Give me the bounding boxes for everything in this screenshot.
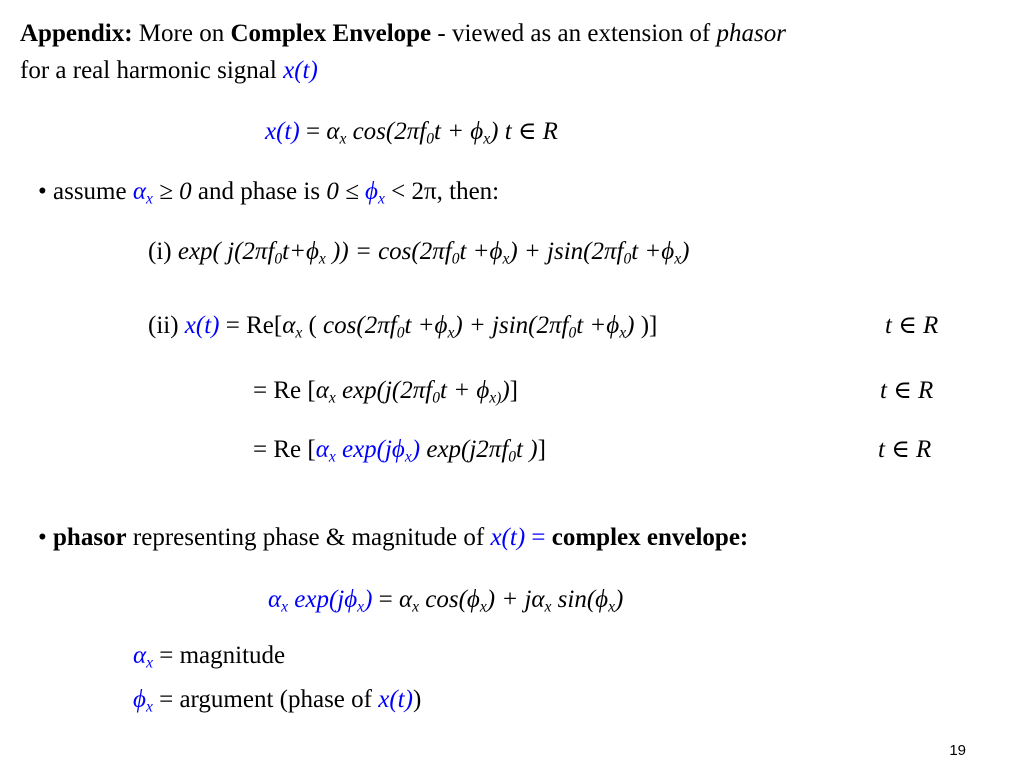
subscript-run: x xyxy=(479,598,487,616)
text-run: and phase is xyxy=(191,178,327,205)
subscript-run: x xyxy=(619,324,627,342)
text-run: ϕ xyxy=(133,686,146,713)
argument-definition xyxy=(133,685,421,715)
text-run: )) = cos(2π xyxy=(325,238,445,265)
assume-bullet xyxy=(38,177,499,207)
text-run: = argument (phase of xyxy=(152,686,379,713)
text-run: ) xyxy=(501,377,510,404)
phasor-equation xyxy=(268,585,623,615)
text-run: f xyxy=(561,312,569,339)
text-run: ) xyxy=(681,238,690,265)
text-run: t+ϕ xyxy=(282,238,319,265)
magnitude-definition xyxy=(133,641,285,671)
text-run: = Re [ xyxy=(253,436,316,463)
text-run: ) xyxy=(412,686,422,713)
subscript-run: 0 xyxy=(426,130,434,148)
text-run: < 2π, xyxy=(384,178,443,205)
text-run: for a real harmonic signal xyxy=(20,57,284,84)
subscript-run: x xyxy=(544,598,552,616)
text-run: cos(ϕ xyxy=(419,586,480,613)
text-run: ) xyxy=(364,586,373,613)
subscript-run: x xyxy=(378,190,385,208)
subscript-run: x) xyxy=(489,389,502,407)
subscript-run: x xyxy=(146,654,154,672)
subscript-run: x xyxy=(281,598,289,616)
equation-re-1-domain xyxy=(880,376,933,406)
text-run: ) + jsin(2π xyxy=(454,312,562,339)
text-run: (i) xyxy=(148,238,178,265)
text-run: Complex Envelope xyxy=(230,20,432,47)
subscript-run: x xyxy=(404,448,412,466)
subscript-run: x xyxy=(502,250,510,268)
subscript-run: 0 xyxy=(396,324,405,342)
text-run: t ∈ R xyxy=(498,118,558,145)
text-run: exp(jϕ xyxy=(288,586,358,613)
text-run: t ∈ R xyxy=(885,312,939,339)
text-run: x(t) xyxy=(265,118,300,145)
equation-re-2 xyxy=(253,435,546,465)
text-run: ) xyxy=(490,118,499,145)
text-run: complex envelope: xyxy=(551,524,749,551)
phasor-bullet xyxy=(38,523,748,553)
subscript-run: 0 xyxy=(508,448,517,466)
text-run: exp(jϕ xyxy=(335,436,405,463)
text-run: ) xyxy=(626,312,641,339)
text-run: representing phase & magnitude of xyxy=(126,524,491,551)
text-run: f xyxy=(616,238,624,265)
text-run: exp(j(2π xyxy=(335,377,426,404)
subscript-run: x xyxy=(328,389,336,407)
text-run: t +ϕ xyxy=(576,312,620,339)
text-run: ) + jsin(2π xyxy=(509,238,617,265)
text-run: ) xyxy=(615,586,624,613)
text-run: t ∈ R xyxy=(878,436,932,463)
subscript-run: x xyxy=(318,250,326,268)
text-run: f xyxy=(444,238,452,265)
text-run: f xyxy=(389,312,397,339)
text-run: • assume xyxy=(38,178,133,205)
text-run: ) xyxy=(411,436,421,463)
text-run: α xyxy=(132,178,146,205)
text-run: More on xyxy=(132,20,231,47)
text-run: )] xyxy=(640,312,658,339)
text-run: exp(j2π xyxy=(420,436,502,463)
text-run: x(t) xyxy=(283,57,318,84)
subscript-run: x xyxy=(339,130,347,148)
text-run: t ∈ R xyxy=(880,377,934,404)
equation-re-2-domain xyxy=(878,435,931,465)
text-run: • xyxy=(38,524,54,551)
text-run: = xyxy=(299,118,327,145)
text-run: ϕ xyxy=(365,178,378,205)
text-run: α xyxy=(315,436,329,463)
text-run: = xyxy=(525,524,552,551)
subscript-run: x xyxy=(674,250,682,268)
text-run: f xyxy=(501,436,509,463)
subscript-run: x xyxy=(412,598,420,616)
text-run: t +ϕ xyxy=(631,238,675,265)
text-run: f xyxy=(419,118,427,145)
page-number: 19 xyxy=(949,742,966,759)
text-run: cos(2π xyxy=(323,312,390,339)
subscript-run: 0 xyxy=(432,389,440,407)
text-run: = xyxy=(372,586,399,613)
text-run: α xyxy=(315,377,329,404)
text-run: t + ϕ xyxy=(440,377,490,404)
subscript-run: 0 xyxy=(451,250,460,268)
text-run: f xyxy=(267,238,275,265)
equation-ii xyxy=(148,311,657,341)
subscript-run: 0 xyxy=(568,324,577,342)
text-run: ] xyxy=(537,436,546,463)
text-run: cos(2π xyxy=(346,118,420,145)
text-run: x(t) xyxy=(184,312,220,339)
text-run: = Re[ xyxy=(219,312,283,339)
text-run: f xyxy=(425,377,433,404)
text-run: t + ϕ xyxy=(433,118,484,145)
subscript-run: x xyxy=(145,698,153,716)
equation-re-1 xyxy=(253,376,518,406)
main-equation xyxy=(265,117,558,147)
text-run: ) + jα xyxy=(486,586,545,613)
text-run: phasor xyxy=(716,20,786,47)
subscript-run: x xyxy=(145,190,153,208)
text-run: t +ϕ xyxy=(459,238,503,265)
text-run: ] xyxy=(509,377,518,404)
subscript-run: x xyxy=(608,598,615,616)
text-run: 0 ≤ xyxy=(326,178,366,205)
text-run: x(t) xyxy=(490,524,526,551)
subscript-run: 0 xyxy=(623,250,632,268)
text-run: phasor xyxy=(53,524,127,551)
equation-ii-domain xyxy=(885,311,938,341)
text-run: t +ϕ xyxy=(404,312,448,339)
subscript-run: 0 xyxy=(274,250,283,268)
text-run: Appendix: xyxy=(20,20,133,47)
text-run: ≥ 0 xyxy=(152,178,192,205)
text-run: t ) xyxy=(516,436,538,463)
text-run: sin(ϕ xyxy=(551,586,609,613)
subscript-run: x xyxy=(328,448,336,466)
equation-i xyxy=(148,237,689,267)
text-run: ( xyxy=(302,312,324,339)
text-run: α xyxy=(326,118,340,145)
text-run: = magnitude xyxy=(153,642,286,669)
text-run: then: xyxy=(442,178,500,205)
subscript-run: x xyxy=(483,130,491,148)
subscript-run: x xyxy=(295,324,303,342)
text-run: = Re [ xyxy=(253,377,316,404)
subscript-run: x xyxy=(447,324,455,342)
text-run: (ii) xyxy=(148,312,185,339)
subscript-run: x xyxy=(357,598,365,616)
title-line-2 xyxy=(20,56,318,86)
text-run: exp( j(2π xyxy=(177,238,268,265)
text-run: α xyxy=(282,312,296,339)
text-run: - viewed as an extension of xyxy=(431,20,717,47)
text-run: x(t) xyxy=(378,686,413,713)
text-run: α xyxy=(268,586,282,613)
text-run: α xyxy=(133,642,147,669)
title-line-1 xyxy=(20,19,786,49)
text-run: α xyxy=(399,586,413,613)
